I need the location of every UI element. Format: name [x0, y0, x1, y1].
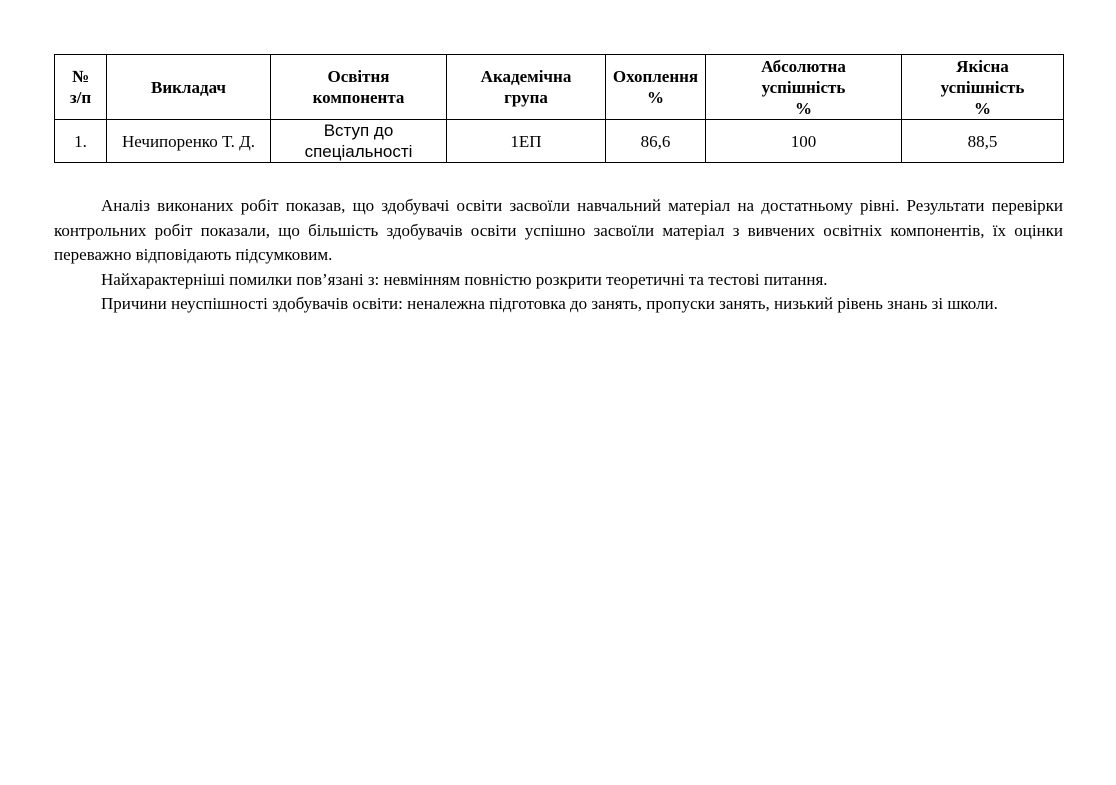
paragraph-analysis: Аналіз виконаних робіт показав, що здобувачі освіти засвоїли навчальний матеріал на достатньому рівні. Результати перевірки контрольних робіт показали, що більшість здобувачів освіти успішно засвоїли матеріал з вивчених освітніх компонентів, їх оцінки переважно відповідають підсумковим.	[54, 196, 1063, 264]
cell-group: 1ЕП	[447, 120, 606, 163]
cell-absolute-success: 100	[706, 120, 902, 163]
paragraph-failure-reasons: Причини неуспішності здобувачів освіти: неналежна підготовка до занять, пропуски занять, низький рівень знань зі школи.	[101, 294, 998, 313]
header-component: Освітня компонента	[271, 55, 447, 120]
header-group: Академічна група	[447, 55, 606, 120]
cell-number: 1.	[55, 120, 107, 163]
document-page	[54, 54, 1063, 317]
header-number: № з/п	[55, 55, 107, 120]
cell-coverage: 86,6	[606, 120, 706, 163]
header-coverage: Охоплення %	[606, 55, 706, 120]
header-absolute-success: Абсолютна успішність %	[706, 55, 902, 120]
table-row	[55, 120, 1064, 163]
analysis-text	[54, 194, 1063, 317]
cell-quality-success: 88,5	[902, 120, 1064, 163]
paragraph-typical-errors: Найхарактерніші помилки пов’язані з: невмінням повністю розкрити теоретичні та тестові питання.	[101, 269, 828, 289]
results-table	[54, 54, 1064, 163]
header-quality-success: Якісна успішність %	[902, 55, 1064, 120]
cell-component: Вступ до спеціальності	[271, 120, 447, 163]
table-header-row	[55, 55, 1064, 120]
header-teacher: Викладач	[107, 55, 271, 120]
cell-teacher: Нечипоренко Т. Д.	[107, 120, 271, 163]
